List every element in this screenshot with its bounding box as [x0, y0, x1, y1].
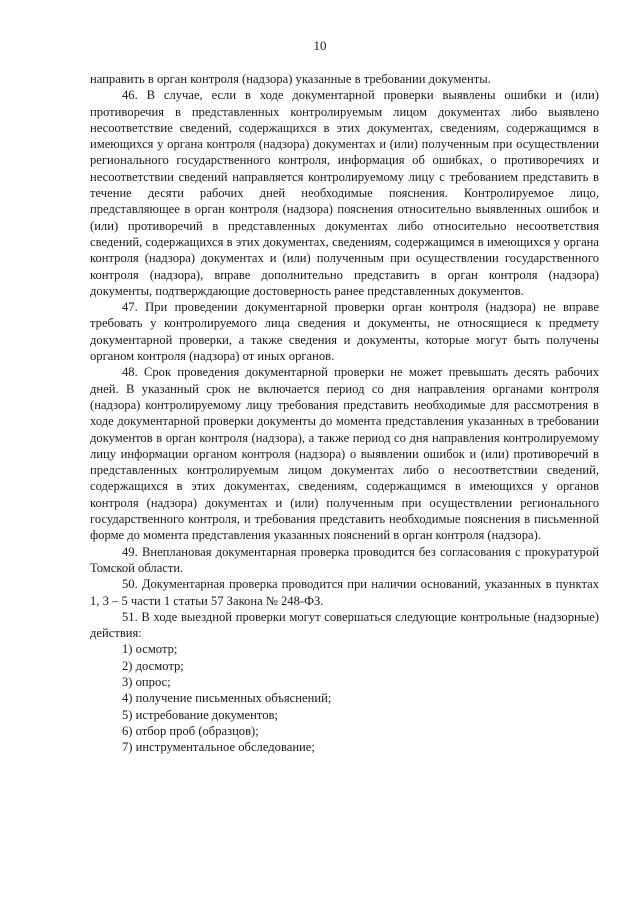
paragraph-51: 51. В ходе выездной проверки могут совершаться следующие контрольные (надзорные) действия: [90, 609, 599, 641]
list-item: 7) инструментальное обследование; [122, 740, 315, 755]
paragraph-46: 46. В случае, если в ходе документарной проверки выявлены ошибки и (или) противоречия в представленных контролируемым лицом документах либо выявлено несоответствие сведений, содержащихся в этих документах, сведениям, содержащимся в имеющихся у органа контроля (надзора) документах и (или) полученным при осуществлении регионального государственного контроля, информация об ошибках, о противоречиях и несоответствии сведений направляется контролируемому лицу с требованием представить в течение десяти рабочих дней необходимые пояснения. Контролируемое лицо, представляющее в орган контроля (надзора) пояснения относительно выявленных ошибок и (или) противоречий в представленных документах либо относительно несоответствия сведений, содержащихся в этих документах, сведениям, содержащимся в имеющихся у органа контроля (надзора) документах и (или) полученным при осуществлении государственного контроля (надзора), вправе дополнительно представить в орган контроля (надзора) документы, подтверждающие достоверность ранее представленных документов. [90, 88, 599, 298]
list-item: 5) истребование документов; [122, 707, 278, 722]
paragraph-48: 48. Срок проведения документарной проверки не может превышать десять рабочих дней. В указанный срок не включается период со дня направления органами контроля (надзора) контролируемому лицу требования представить необходимые для рассмотрения в ходе документарной проверки документы до момента представления указанных в требовании документов в орган контроля (надзора), а также период со дня направления контролируемому лицу информации органом контроля (надзора) о выявлении ошибок и (или) противоречий в представленных контролируемым лицом документах либо о несоответствии сведений, содержащихся в этих документах, сведениям, содержащимся в имеющихся у органов контроля (надзора) документах и (или) полученным при осуществлении регионального государственного контроля, и требования представить необходимые пояснения в письменной форме до момента представления указанных пояснений в орган контроля (надзора). [90, 365, 599, 543]
paragraph-47: 47. При проведении документарной проверки орган контроля (надзора) не вправе требовать у контролируемого лица сведения и документы, не относящиеся к предмету документарной проверки, а также сведения и документы, которые могут быть получены органом контроля (надзора) от иных органов. [90, 300, 599, 364]
paragraph-continuation: направить в орган контроля (надзора) указанные в требовании документы. [90, 72, 491, 86]
list-item: 3) опрос; [122, 674, 171, 689]
control-actions-list [90, 641, 599, 755]
list-item: 2) досмотр; [122, 658, 184, 673]
page-number: 10 [313, 38, 327, 53]
document-body [90, 71, 599, 755]
paragraph-50: 50. Документарная проверка проводится при наличии оснований, указанных в пунктах 1, 3 – 5 части 1 статьи 57 Закона № 248-ФЗ. [90, 577, 599, 608]
paragraph-49: 49. Внеплановая документарная проверка проводится без согласования с прокуратурой Томской области. [90, 544, 599, 575]
list-item: 1) осмотр; [122, 642, 178, 657]
list-item: 4) получение письменных объяснений; [122, 691, 332, 706]
list-item: 6) отбор проб (образцов); [122, 723, 259, 738]
